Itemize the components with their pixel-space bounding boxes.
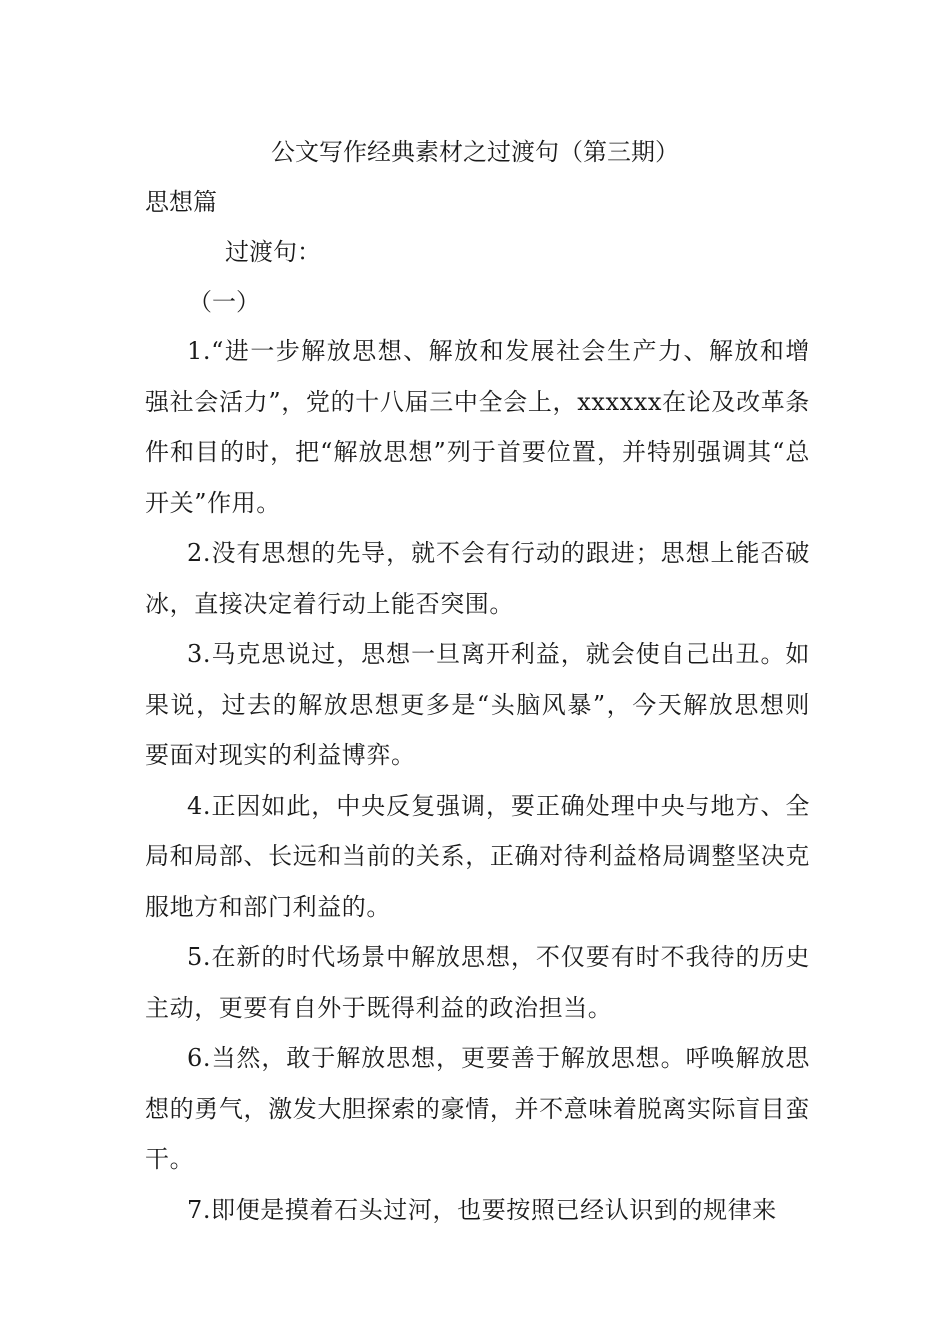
subheading: 过渡句： (225, 238, 321, 266)
paragraph-2: 2.没有思想的先导，就不会有行动的跟进；思想上能否破冰，直接决定着行动上能否突围。 (145, 539, 810, 618)
paragraph-3: 3.马克思说过，思想一旦离开利益，就会使自己出丑。如果说，过去的解放思想更多是“头脑风暴”，今天解放思想则要面对现实的利益博弈。 (145, 640, 810, 769)
paragraph-5: 5.在新的时代场景中解放思想，不仅要有时不我待的历史主动，更要有自外于既得利益的政治担当。 (145, 943, 810, 1022)
paragraph-6: 6.当然，敢于解放思想，更要善于解放思想。呼唤解放思想的勇气，激发大胆探索的豪情，并不意味着脱离实际盲目蛮干。 (145, 1044, 810, 1173)
paragraph-7: 7.即便是摸着石头过河，也要按照已经认识到的规律来 (187, 1195, 777, 1224)
paragraph-1: 1.“进一步解放思想、解放和发展社会生产力、解放和增强社会活力”，党的十八届三中全会上，xxxxxx在论及改革条件和目的时，把“解放思想”列于首要位置，并特别强调其“总开关”作用。 (145, 337, 810, 517)
section-heading: 思想篇 (145, 188, 217, 216)
paragraph-4: 4.正因如此，中央反复强调，要正确处理中央与地方、全局和局部、长远和当前的关系，正确对待利益格局调整坚决克服地方和部门利益的。 (145, 791, 810, 921)
document-body (145, 326, 810, 1235)
group-label: （一） (188, 288, 260, 316)
document-title: 公文写作经典素材之过渡句（第三期） (271, 138, 679, 166)
